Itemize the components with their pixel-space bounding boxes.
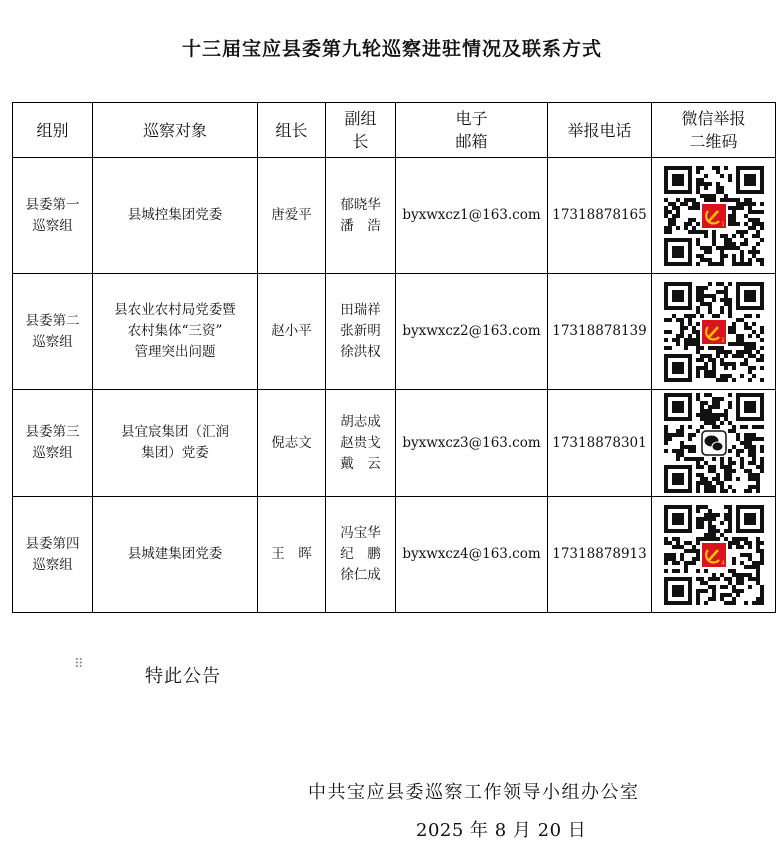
leader-cell: 王 晖 [258, 497, 326, 613]
qr-finder-pattern [664, 354, 692, 382]
target-cell-line: 县宜宸集团（汇润 [121, 424, 229, 440]
target-cell-line: 县农业农村局党委暨 [114, 302, 236, 318]
header-qrcode-line: 二维码 [689, 132, 738, 151]
deputy-cell [326, 497, 396, 613]
phone-cell[interactable]: 17318878301 [548, 390, 652, 497]
deputy-cell-line: 纪 鹏 [340, 546, 381, 562]
target-cell-line: 县城控集团党委 [127, 207, 223, 223]
deputy-cell-line: 冯宝华 [340, 525, 381, 541]
phone-cell[interactable]: 17318878139 [548, 274, 652, 390]
header-deputy-line: 长 [352, 132, 369, 151]
deputy-cell [326, 158, 396, 274]
group-cell [13, 274, 93, 390]
group-cell-line: 巡察组 [32, 217, 73, 234]
qr-finder-pattern [664, 282, 692, 310]
header-email-line: 邮箱 [455, 132, 488, 151]
header-email-line: 电子 [455, 109, 488, 128]
party-emblem-icon [702, 204, 726, 228]
target-cell [93, 158, 258, 274]
deputy-cell-line: 徐仁成 [340, 567, 381, 583]
leader-cell: 唐爱平 [258, 158, 326, 274]
table-row [13, 158, 776, 274]
header-deputy-line: 副组 [344, 109, 377, 128]
party-emblem-icon [702, 543, 726, 567]
deputy-cell-line: 张新明 [340, 323, 381, 339]
group-cell-line: 县委第二 [25, 312, 80, 329]
leader-cell: 倪志文 [258, 390, 326, 497]
target-cell [93, 497, 258, 613]
qr-finder-pattern [664, 166, 692, 194]
phone-cell[interactable]: 17318878913 [548, 497, 652, 613]
qr-finder-pattern [736, 282, 764, 310]
qr-badge-number: 2 [720, 336, 725, 344]
target-cell-line: 农村集体“三资” [127, 323, 223, 339]
page-title: 十三届宝应县委第九轮巡察进驻情况及联系方式 [181, 38, 602, 60]
target-cell [93, 390, 258, 497]
group-cell [13, 390, 93, 497]
qr-cell [652, 390, 776, 497]
qr-cell [652, 274, 776, 390]
wechat-report-qrcode[interactable] [664, 166, 764, 266]
header-leader: 组长 [258, 103, 326, 158]
email-cell[interactable]: byxwxcz3@163.com [396, 390, 548, 497]
wechat-report-qrcode[interactable] [664, 282, 764, 382]
qr-badge-number: 1 [720, 220, 725, 228]
issue-date: 2025 年 8 月 20 日 [416, 820, 587, 841]
header-email [396, 103, 548, 158]
group-cell-line: 巡察组 [32, 556, 73, 573]
issuing-office: 中共宝应县委巡察工作领导小组办公室 [308, 782, 640, 803]
qr-badge-number: 4 [720, 559, 725, 567]
deputy-cell-line: 郁晓华 [340, 196, 381, 213]
header-qrcode [652, 103, 776, 158]
group-cell [13, 497, 93, 613]
qr-finder-pattern [664, 465, 692, 493]
notice-text: 特此公告 [145, 666, 221, 687]
header-qrcode-line: 微信举报 [681, 109, 746, 128]
qr-finder-pattern [736, 166, 764, 194]
qr-finder-pattern [736, 393, 764, 421]
wechat-report-qrcode[interactable] [664, 393, 764, 493]
deputy-cell-line: 胡志成 [340, 413, 381, 430]
deputy-cell [326, 390, 396, 497]
wechat-icon [702, 431, 726, 455]
leader-cell: 赵小平 [258, 274, 326, 390]
table-row [13, 274, 776, 390]
header-phone: 举报电话 [548, 103, 652, 158]
qr-finder-pattern [736, 505, 764, 533]
header-deputy [326, 103, 396, 158]
phone-cell[interactable]: 17318878165 [548, 158, 652, 274]
qr-cell [652, 158, 776, 274]
target-cell-line: 集团）党委 [141, 445, 209, 461]
qr-finder-pattern [664, 577, 692, 605]
group-cell [13, 158, 93, 274]
party-emblem-icon [702, 320, 726, 344]
inspection-table [12, 102, 776, 613]
header-group: 组别 [13, 103, 93, 158]
target-cell-line: 县城建集团党委 [127, 546, 223, 562]
target-cell-line: 管理突出问题 [134, 344, 216, 360]
table-header-row [13, 103, 776, 158]
deputy-cell-line: 徐洪权 [340, 344, 381, 360]
group-cell-line: 巡察组 [32, 333, 73, 350]
deputy-cell-line: 赵贵戈 [340, 434, 381, 451]
qr-finder-pattern [664, 393, 692, 421]
deputy-cell [326, 274, 396, 390]
deputy-cell-line: 潘 浩 [340, 217, 381, 234]
table-row [13, 390, 776, 497]
qr-finder-pattern [664, 505, 692, 533]
drag-handle-icon[interactable]: ⠿ [74, 657, 83, 672]
group-cell-line: 县委第三 [25, 424, 80, 440]
table-row [13, 497, 776, 613]
qr-finder-pattern [664, 238, 692, 266]
deputy-cell-line: 田瑞祥 [340, 302, 381, 318]
group-cell-line: 巡察组 [32, 445, 73, 461]
group-cell-line: 县委第一 [25, 196, 80, 213]
header-target: 巡察对象 [93, 103, 258, 158]
wechat-report-qrcode[interactable] [664, 505, 764, 605]
group-cell-line: 县委第四 [25, 535, 80, 552]
qr-cell [652, 497, 776, 613]
deputy-cell-line: 戴 云 [340, 455, 381, 472]
email-cell[interactable]: byxwxcz2@163.com [396, 274, 548, 390]
email-cell[interactable]: byxwxcz1@163.com [396, 158, 548, 274]
email-cell[interactable]: byxwxcz4@163.com [396, 497, 548, 613]
target-cell [93, 274, 258, 390]
